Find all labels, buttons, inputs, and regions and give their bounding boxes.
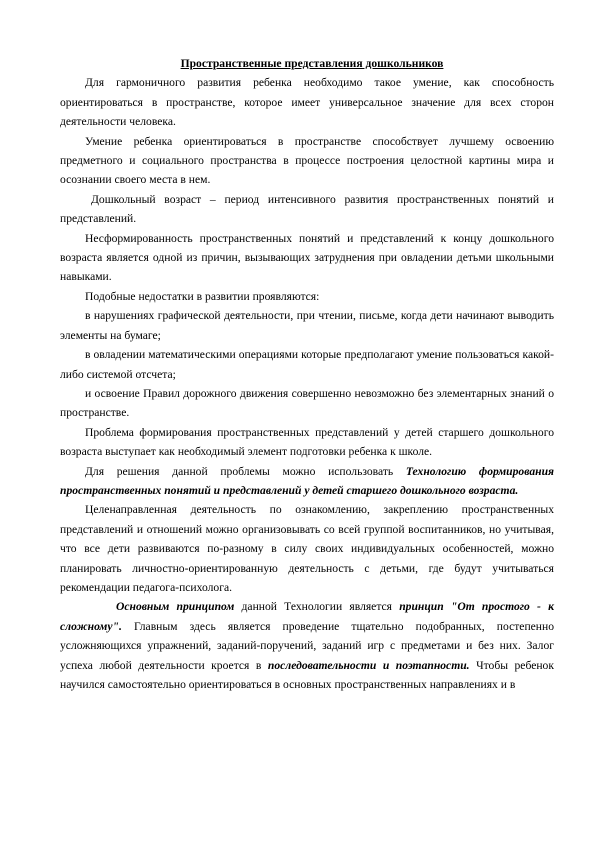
main-principle-label: Основным принципом: [116, 600, 235, 614]
list-item-math-operations: в овладении математическими операциями которые предполагают умение пользоваться какой-либо системой отсчета;: [60, 348, 554, 381]
paragraph-shortcomings-intro: Подобные недостатки в развитии проявляются:: [85, 289, 320, 303]
principle-text-2: Главным здесь является проведение тщательно подобранных, постепенно усложняющихся упражнений, заданий-поручений, заданий игр с предметами и без них. Залог успеха любой деятельности кроется в: [60, 619, 554, 672]
paragraph-technology-solution: [60, 462, 554, 501]
paragraph-harmonious-development: Для гармоничного развития ребенка необходимо такое умение, как способность ориентироваться в пространстве, которое имеет универсальное значение для всех сторон деятельности человека.: [60, 76, 554, 129]
principle-text-1: данной Технологии является: [234, 600, 400, 614]
paragraph-unformed-concepts: Несформированность пространственных понятий и представлений к концу дошкольного возраста является одной из причин, вызывающих затруднения при овладении детьми школьными навыками.: [60, 231, 554, 284]
paragraph-purposeful-activity: Целенаправленная деятельность по ознакомлению, закреплению пространственных представлений и отношений можно организовывать со всей группой воспитанников, но учитывая, что все дети развиваются по-разному в силу своих индивидуальных особенностей, можно планировать личностно-ориентированную деятельность с детьми, где будут учитываться рекомендации педагога-психолога.: [60, 503, 554, 594]
sequence-phrase: последовательности и поэтапности.: [267, 658, 470, 672]
list-item-graphic-activity: в нарушениях графической деятельности, при чтении, письме, когда дети начинают выводить элементы на бумаге;: [60, 309, 554, 342]
document-body: [60, 54, 554, 694]
document-title: Пространственные представления дошкольников: [180, 57, 444, 70]
principle-name: принцип "От простого - к сложному".: [60, 600, 554, 633]
paragraph-preschool-age: Дошкольный возраст – период интенсивного развития пространственных понятий и представлений.: [60, 192, 554, 226]
paragraph-orientation-skill: Умение ребенка ориентироваться в пространстве способствует лучшему освоению предметного и социального пространства в процессе построения целостной картины мира и осознании своего места в нем.: [60, 134, 554, 187]
technology-intro-text: Для решения данной проблемы можно использовать: [85, 464, 406, 478]
paragraph-problem-statement: Проблема формирования пространственных представлений у детей старшего дошкольного возраста выступает как необходимый элемент подготовки ребенка к школе.: [60, 425, 554, 459]
technology-name: Технологию формирования пространственных понятий и представлений у детей старшего дошкольного возраста.: [60, 464, 554, 497]
list-item-traffic-rules: и освоение Правил дорожного движения совершенно невозможно без элементарных знаний о пространстве.: [60, 386, 554, 420]
paragraph-main-principle: [60, 597, 554, 694]
principle-text-3: Чтобы ребенок научился самостоятельно ориентироваться в основных пространственных направлениях и в: [60, 658, 554, 691]
